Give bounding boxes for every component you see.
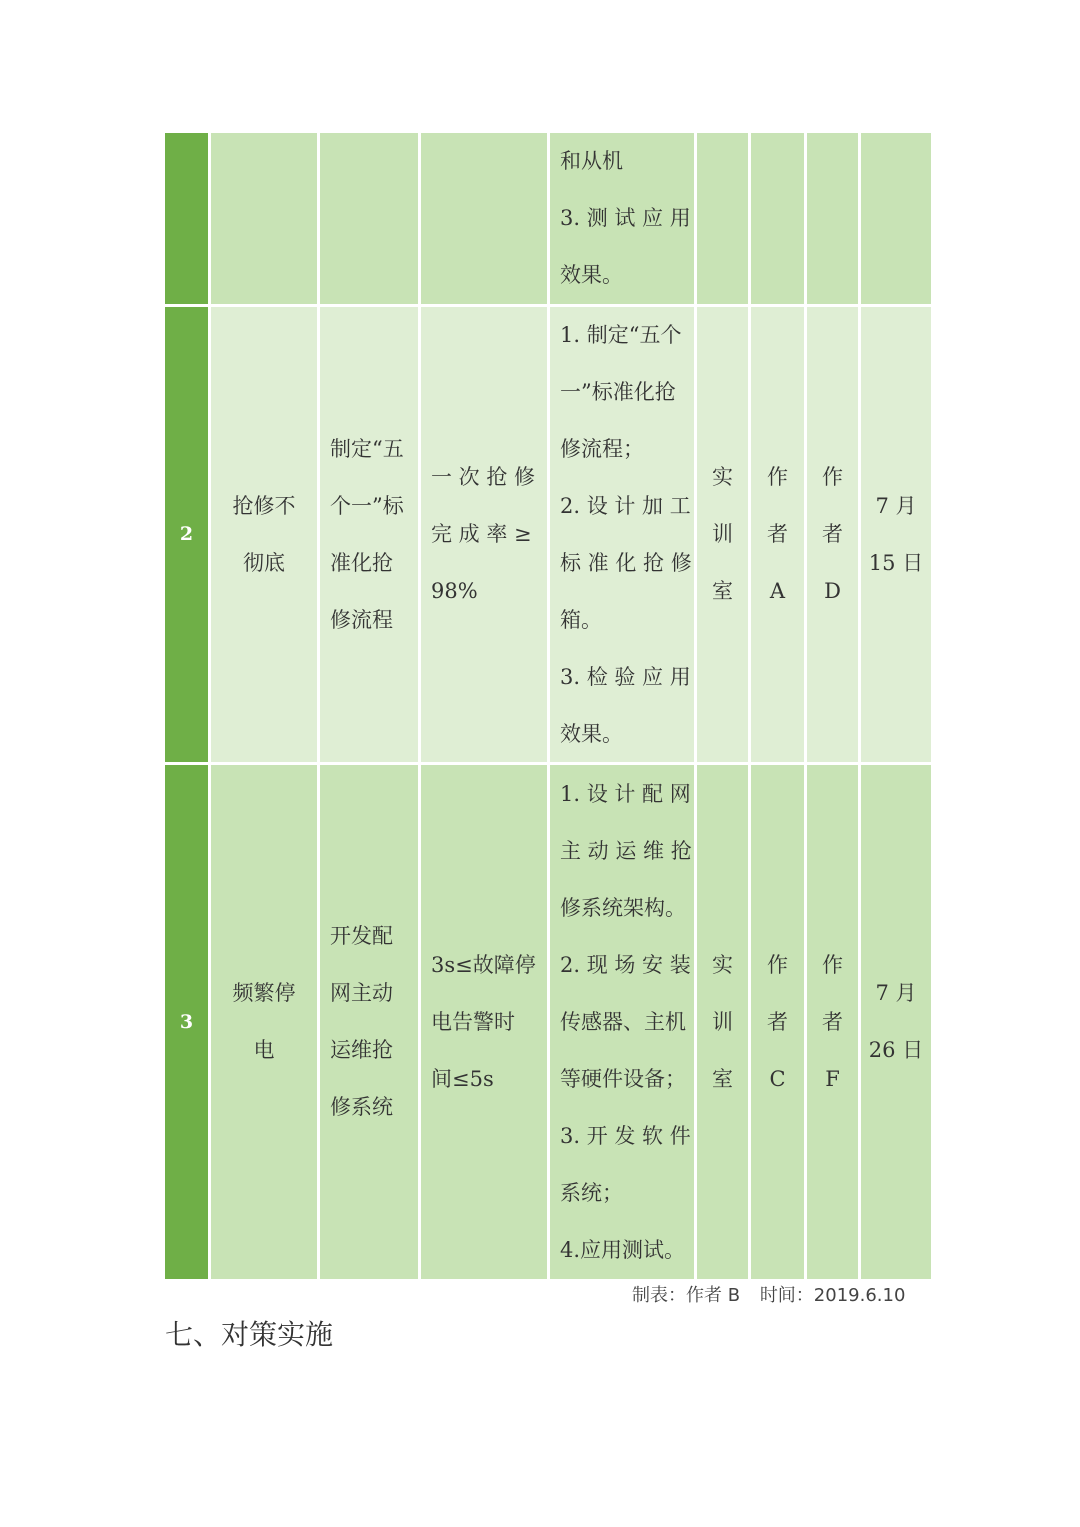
cell-line: 作 [822,465,843,489]
cell-line: 频繁停 [232,981,296,1005]
table-footer [632,1281,919,1307]
cell-line: 室 [712,579,733,603]
cell-line: 修系统架构。 [560,895,686,920]
row2-steps-text [560,307,692,763]
row3-owner1-text [767,937,788,1108]
row3-place-text [712,937,733,1108]
cell-line: D [824,579,841,603]
cell-line: 1. 设 计 配 网 [560,781,691,806]
row2-owner1-text [767,449,788,620]
row2-problem-cell [211,307,317,762]
row2-place-text [712,449,733,620]
cell-line: 2. 现 场 安 装 [560,952,691,977]
row3-problem-text [233,965,296,1079]
cell-line: 传感器、主机 [560,1009,686,1034]
row3-target-cell [421,765,547,1279]
cell-line: 者 [767,1009,788,1034]
row3-place-cell [697,765,748,1279]
cell-line: 网主动 [330,981,393,1005]
row2-target-text [431,449,535,620]
row2-date-cell [861,307,931,762]
cell-line: 者 [767,522,788,546]
row3-owner1-cell [751,765,804,1279]
cell-line: 1. 制定“五个 [560,322,682,347]
cell-line: 电 [253,1038,275,1062]
cell-line: 7 月 [875,981,917,1005]
row3-steps-cell [550,765,694,1279]
row3-date-cell [861,765,931,1279]
cell-line: 15 日 [868,550,924,575]
row2-target-cell [421,307,547,762]
cell-line: 一 次 抢 修 [431,465,536,489]
cell-line: 修系统 [330,1095,393,1119]
cell-line: 箱。 [560,607,602,632]
cell-line: 制定“五 [330,436,404,461]
row3-owner2-cell [807,765,858,1279]
row3-number: 3 [179,1010,194,1033]
row2-owner2-text [822,449,843,620]
row1-owner2-cell [807,133,858,304]
cell-line: 效果。 [560,721,623,746]
table-time: 时间：2019.6.10 [759,1285,906,1306]
row1-owner1-cell [751,133,804,304]
cell-line: 个一”标 [330,493,404,518]
row2-measure-text [330,421,404,649]
cell-line: 完 成 率 ≥ [431,522,532,546]
cell-line: 修流程； [560,436,644,461]
cell-line: 一”标准化抢 [560,379,676,404]
cell-line: 间≤5s [431,1066,494,1091]
cell-line: 和从机 [560,149,623,173]
cell-line: 电告警时 [431,1009,515,1034]
row2-measure-cell [320,307,418,762]
cell-line: 系统； [560,1180,623,1205]
row2-owner2-cell [807,307,858,762]
row2-owner1-cell [751,307,804,762]
row1-problem-cell [211,133,317,304]
cell-line: 作 [767,952,788,977]
row2-steps-cell [550,307,694,762]
cell-line: 运维抢 [330,1038,393,1062]
cell-line: 作 [767,465,788,489]
row3-problem-cell [211,765,317,1279]
cell-line: 抢修不 [232,493,296,518]
cell-line: A [769,579,786,603]
cell-line: 训 [712,522,733,546]
cell-line: 实 [712,465,733,489]
cell-line: 3. 开 发 软 件 [560,1123,691,1148]
row3-owner2-text [822,937,843,1108]
cell-line: 4.应用测试。 [560,1237,686,1262]
countermeasure-table [165,133,924,1279]
cell-line: 修流程 [330,607,393,632]
row3-date-text [869,965,923,1079]
row2-number: 2 [179,523,194,545]
row3-measure-cell [320,765,418,1279]
cell-line: 训 [712,1009,733,1034]
row3-number-cell [165,765,208,1279]
cell-line: 室 [712,1066,733,1091]
cell-line: 开发配 [330,924,393,948]
cell-line: 者 [822,1009,843,1034]
table-maker: 制表：作者 B [632,1285,741,1306]
row1-number-cell [165,133,208,304]
cell-line: 作 [822,952,843,977]
row1-date-cell [861,133,931,304]
cell-line: C [769,1066,786,1091]
row2-problem-text [233,478,296,592]
row2-date-text [869,478,923,592]
cell-line: 主 动 运 维 抢 [560,838,692,863]
cell-line: 彻底 [243,550,285,575]
row2-number-cell [165,307,208,762]
cell-line: 者 [822,522,843,546]
cell-line: 等硬件设备； [560,1066,686,1091]
row3-steps-text [560,766,692,1279]
cell-line: 7 月 [875,493,917,518]
cell-line: 3s≤故障停 [431,952,536,977]
row1-place-cell [697,133,748,304]
row3-measure-text [330,908,393,1136]
row1-steps-cell [550,133,694,304]
row3-target-text [431,937,536,1108]
cell-line: 26 日 [868,1038,924,1062]
cell-line: F [825,1066,840,1091]
cell-line: 标 准 化 抢 修 [560,550,692,575]
cell-line: 98% [431,579,478,603]
row1-measure-cell [320,133,418,304]
cell-line: 效果。 [560,263,623,287]
row2-place-cell [697,307,748,762]
row1-steps-text [560,133,691,304]
row1-target-cell [421,133,547,304]
cell-line: 2. 设 计 加 工 [560,493,691,518]
cell-line: 3. 检 验 应 用 [560,664,691,689]
section-heading: 七、对策实施 [165,1318,334,1351]
cell-line: 3. 测 试 应 用 [560,206,691,230]
cell-line: 实 [712,952,733,977]
cell-line: 准化抢 [330,550,393,575]
